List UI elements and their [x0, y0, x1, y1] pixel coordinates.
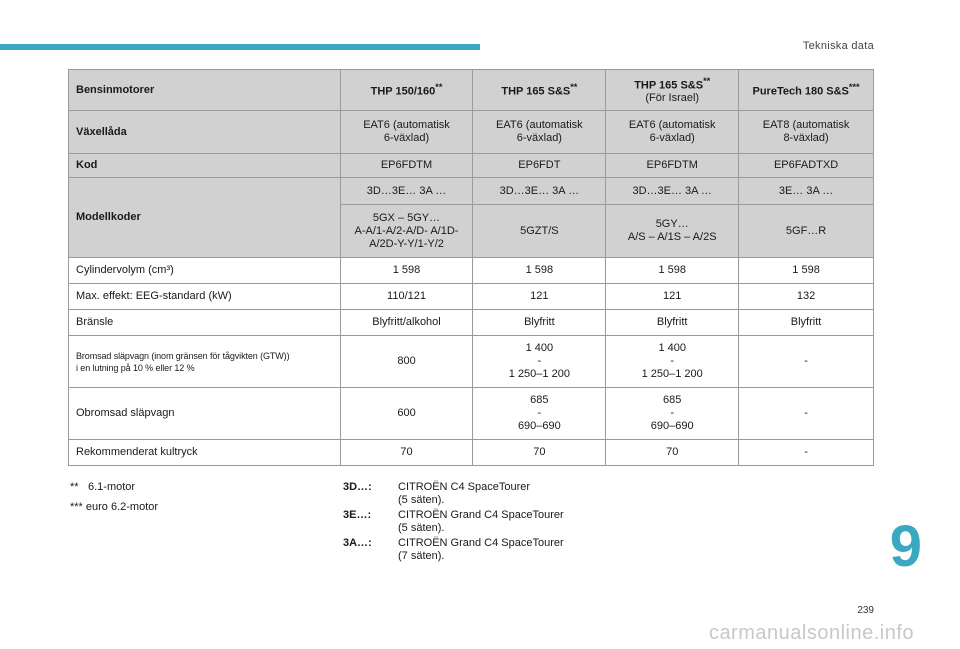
- watermark: carmanualsonline.info: [708, 622, 914, 644]
- table-row: Rekommenderat kultryck 70 70 70 -: [69, 440, 874, 466]
- table-row: Växellåda EAT6 (automatisk 6-växlad) EAT6 (automatisk 6-växlad) EAT6 (automatisk 6-växlad) EAT8 (automatisk 8-växlad): [69, 111, 874, 154]
- page-number: 239: [857, 605, 874, 616]
- header-accent-bar: [0, 44, 480, 50]
- model-legend: [343, 481, 564, 565]
- footnote-6-1: ** 6.1-motor: [70, 481, 136, 493]
- header-col-2: THP 165 S&S**: [473, 70, 606, 111]
- model-item: 3A…: CITROËN Grand C4 SpaceTourer (7 säten).: [343, 537, 564, 562]
- table-row: Max. effekt: EEG-standard (kW) 110/121 121 121 132: [69, 284, 874, 310]
- header-label: Bensinmotorer: [69, 70, 341, 111]
- table-row: Kod EP6FDTM EP6FDT EP6FDTM EP6FADTXD: [69, 154, 874, 178]
- table-header-row: [69, 70, 874, 111]
- table-row: Bränsle Blyfritt/alkohol Blyfritt Blyfritt Blyfritt: [69, 310, 874, 336]
- engine-spec-table: [68, 69, 874, 466]
- header-col-4: PureTech 180 S&S***: [739, 70, 874, 111]
- table-row: Obromsad släpvagn 600 685 - 690–690 685 - 690–690 -: [69, 388, 874, 440]
- header-col-1: THP 150/160**: [340, 70, 473, 111]
- table-row: Cylindervolym (cm³) 1 598 1 598 1 598 1 598: [69, 258, 874, 284]
- footnote-6-2: *** euro 6.2-motor: [70, 501, 159, 513]
- section-title: Tekniska data: [802, 40, 874, 52]
- footnotes: [70, 481, 158, 521]
- model-item: 3E…: CITROËN Grand C4 SpaceTourer (5 säten).: [343, 509, 564, 534]
- header-col-3: THP 165 S&S** (För Israel): [606, 70, 739, 111]
- chapter-number: 9: [889, 514, 922, 579]
- table-row: Bromsad släpvagn (inom gränsen för tågvikten (GTW)) i en lutning på 10 % eller 12 % 800 1 400 - 1 250–1 200 1 400 - 1 250–1 200 -: [69, 336, 874, 388]
- table-row: Modellkoder 3D…3E… 3A … 3D…3E… 3A … 3D…3E… 3A … 3E… 3A …: [69, 178, 874, 205]
- model-item: 3D…: CITROËN C4 SpaceTourer (5 säten).: [343, 481, 531, 506]
- table-row: 5GX – 5GY… A-A/1-A/2-A/D- A/1D- A/2D-Y-Y/1-Y/2 5GZT/S 5GY… A/S – A/1S – A/2S 5GF…R: [69, 205, 874, 258]
